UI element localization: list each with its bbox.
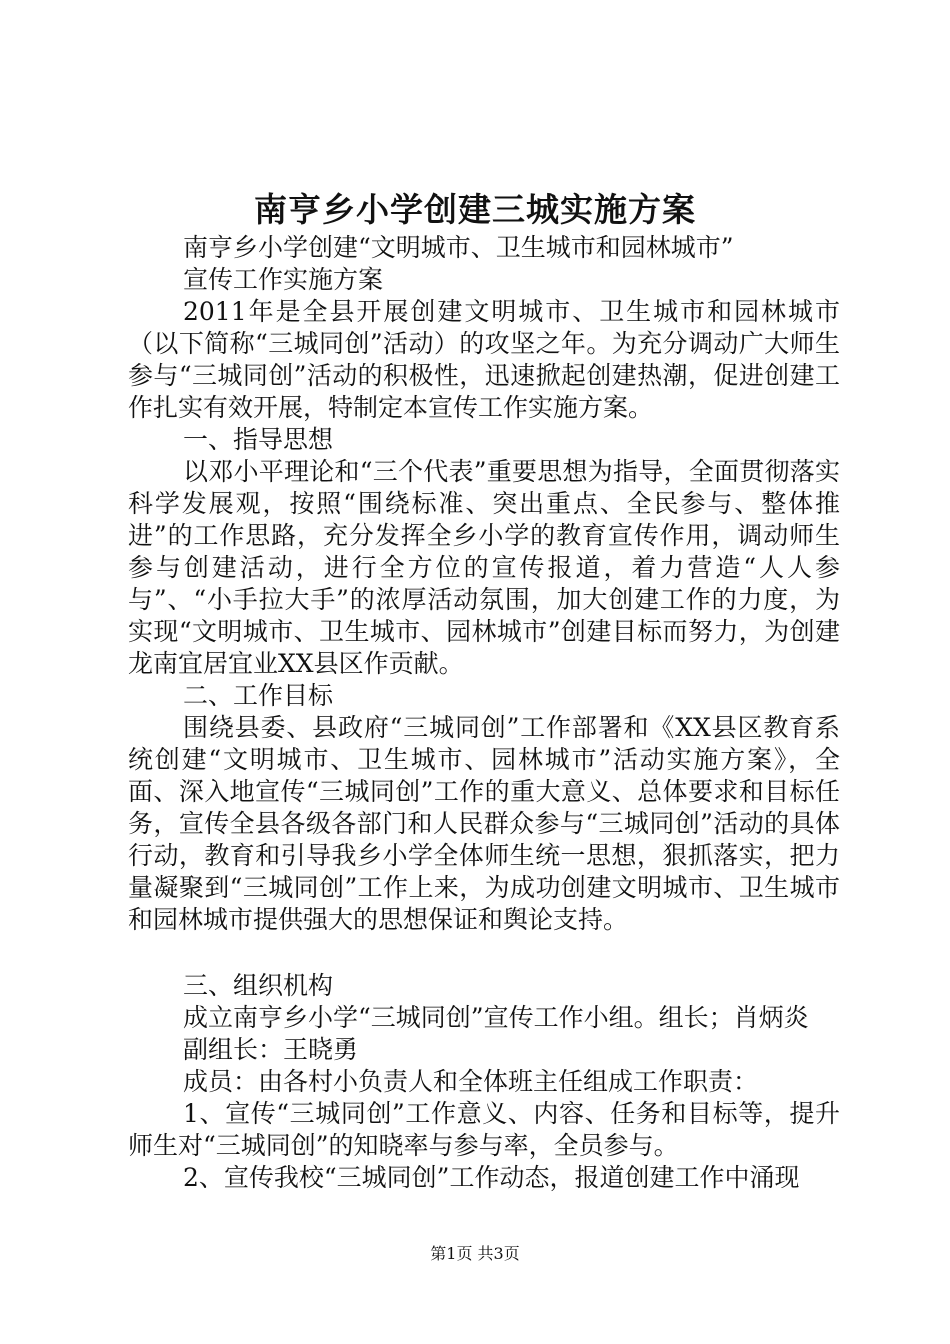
section-heading-organization: 三、组织机构 <box>183 971 334 1000</box>
duty-item-2: 2、宣传我校“三城同创”工作动态，报道创建工作中涌现 <box>183 1163 800 1192</box>
paragraph-spacer <box>128 936 840 970</box>
members-line: 成员：由各村小负责人和全体班主任组成工作职责： <box>183 1067 759 1096</box>
section-heading-work-goals: 二、工作目标 <box>183 681 334 710</box>
subtitle-line-2: 宣传工作实施方案 <box>183 265 384 294</box>
document-body <box>128 232 840 1194</box>
work-goals-paragraph: 围绕县委、县政府“三城同创”工作部署和《XX县区教育系统创建“文明城市、卫生城市、园林城市”活动实施方案》，全面、深入地宣传“三城同创”工作的重大意义、总体要求和目标任务，宣传全县各级各部门和人民群众参与“三城同创”活动的具体行动，教育和引导我乡小学全体师生统一思想，狠抓落实，把力量凝聚到“三城同创”工作上来，为成功创建文明城市、卫生城市和园林城市提供强大的思想保证和舆论支持。 <box>128 713 840 934</box>
document-title: 南亨乡小学创建三城实施方案 <box>254 190 696 229</box>
subtitle-line-1: 南亨乡小学创建“文明城市、卫生城市和园林城市” <box>183 233 734 262</box>
duty-item-1: 1、宣传“三城同创”工作意义、内容、任务和目标等，提升师生对“三城同创”的知晓率与参与率，全员参与。 <box>128 1099 840 1160</box>
intro-paragraph: 2011年是全县开展创建文明城市、卫生城市和园林城市（以下简称“三城同创”活动）的攻坚之年。为充分调动广大师生参与“三城同创”活动的积极性，迅速掀起创建热潮，促进创建工作扎实有效开展，特制定本宣传工作实施方案。 <box>128 297 840 422</box>
page-footer: 第1页 共3页 <box>430 1244 520 1263</box>
section-heading-guiding-thought: 一、指导思想 <box>183 425 334 454</box>
organization-team-paragraph: 成立南亨乡小学“三城同创”宣传工作小组。组长；肖炳炎 <box>183 1003 809 1032</box>
deputy-leader-line: 副组长：王晓勇 <box>183 1035 359 1064</box>
guiding-thought-paragraph: 以邓小平理论和“三个代表”重要思想为指导，全面贯彻落实科学发展观，按照“围绕标准、突出重点、全民参与、整体推进”的工作思路，充分发挥全乡小学的教育宣传作用，调动师生参与创建活动，进行全方位的宣传报道，着力营造“人人参与”、“小手拉大手”的浓厚活动氛围，加大创建工作的力度，为实现“文明城市、卫生城市、园林城市”创建目标而努力，为创建龙南宜居宜业XX县区作贡献。 <box>128 457 840 678</box>
